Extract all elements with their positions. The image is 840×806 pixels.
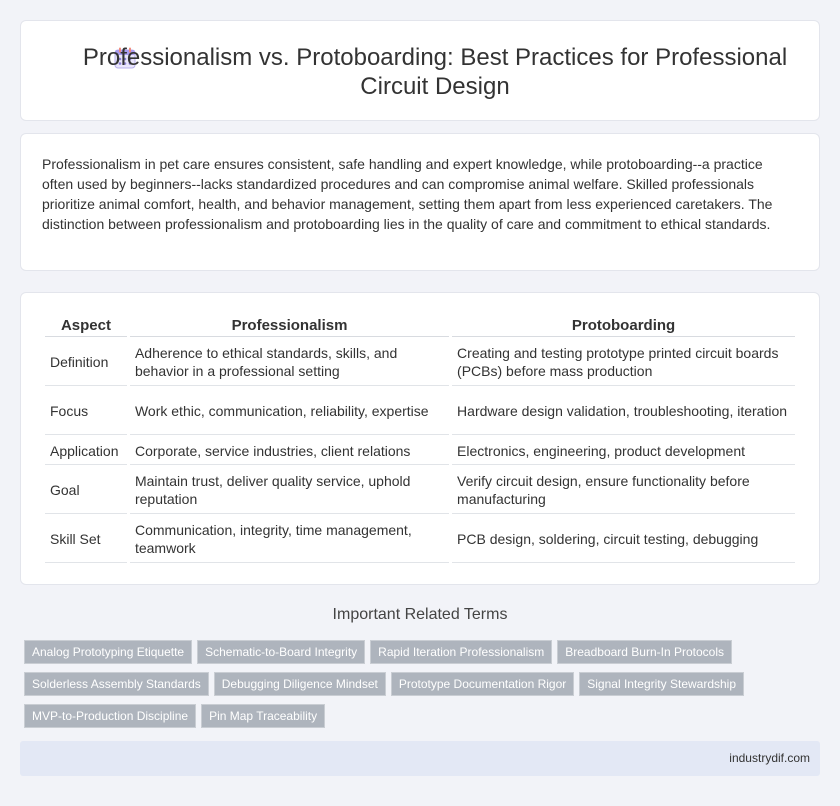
table-cell-protoboarding: PCB design, soldering, circuit testing, debugging [452,516,795,563]
table-cell-professionalism: Corporate, service industries, client relations [130,437,449,465]
table-cell-professionalism: Work ethic, communication, reliability, expertise [130,388,449,435]
table-header-row [45,315,795,337]
related-term-tag[interactable]: Rapid Iteration Professionalism [370,640,552,664]
table-cell-aspect: Skill Set [45,516,127,563]
related-terms-list [24,640,824,736]
related-terms-title: Important Related Terms [332,606,508,623]
related-term-tag[interactable]: Signal Integrity Stewardship [579,672,744,696]
table-cell-professionalism: Maintain trust, deliver quality service, uphold reputation [130,467,449,514]
related-term-tag[interactable]: Breadboard Burn-In Protocols [557,640,732,664]
header-aspect: Aspect [45,315,127,337]
related-term-tag[interactable]: Debugging Diligence Mindset [214,672,386,696]
table-row [45,388,795,435]
table-cell-aspect: Definition [45,339,127,386]
table-cell-professionalism: Communication, integrity, time management, teamwork [130,516,449,563]
related-term-tag[interactable]: MVP-to-Production Discipline [24,704,196,728]
tag-row [24,704,824,736]
footer-bar [20,741,820,776]
title-card [20,20,820,121]
page-title: Professionalism vs. Protoboarding: Best Practices for Professional Circuit Design [82,44,788,100]
header-professionalism: Professionalism [130,315,449,337]
related-term-tag[interactable]: Schematic-to-Board Integrity [197,640,365,664]
related-term-tag[interactable]: Analog Prototyping Etiquette [24,640,192,664]
table-row [45,339,795,386]
table-cell-protoboarding: Electronics, engineering, product development [452,437,795,465]
table-cell-aspect: Focus [45,388,127,435]
tag-row [24,640,824,672]
comparison-table [42,313,798,565]
intro-card [20,133,820,271]
table-cell-protoboarding: Verify circuit design, ensure functionality before manufacturing [452,467,795,514]
table-cell-aspect: Goal [45,467,127,514]
intro-paragraph: Professionalism in pet care ensures consistent, safe handling and expert knowledge, while protoboarding--a practice often used by beginners--lacks standardized procedures and can compromise animal welfare. Skilled professionals prioritize animal comfort, health, and behavior management, setting them apart from less experienced caretakers. The distinction between professionalism and protoboarding lies in the quality of care and commitment to ethical standards. [42,156,773,232]
table-row [45,437,795,465]
tag-row [24,672,824,704]
table-row [45,516,795,563]
source-link[interactable]: industrydif.com [729,751,810,765]
table-cell-protoboarding: Hardware design validation, troubleshooting, iteration [452,388,795,435]
header-protoboarding: Protoboarding [452,315,795,337]
related-term-tag[interactable]: Prototype Documentation Rigor [391,672,574,696]
table-cell-protoboarding: Creating and testing prototype printed circuit boards (PCBs) before mass production [452,339,795,386]
table-cell-professionalism: Adherence to ethical standards, skills, and behavior in a professional setting [130,339,449,386]
related-term-tag[interactable]: Solderless Assembly Standards [24,672,209,696]
table-cell-aspect: Application [45,437,127,465]
comparison-card [20,292,820,585]
table-row [45,467,795,514]
related-term-tag[interactable]: Pin Map Traceability [201,704,325,728]
